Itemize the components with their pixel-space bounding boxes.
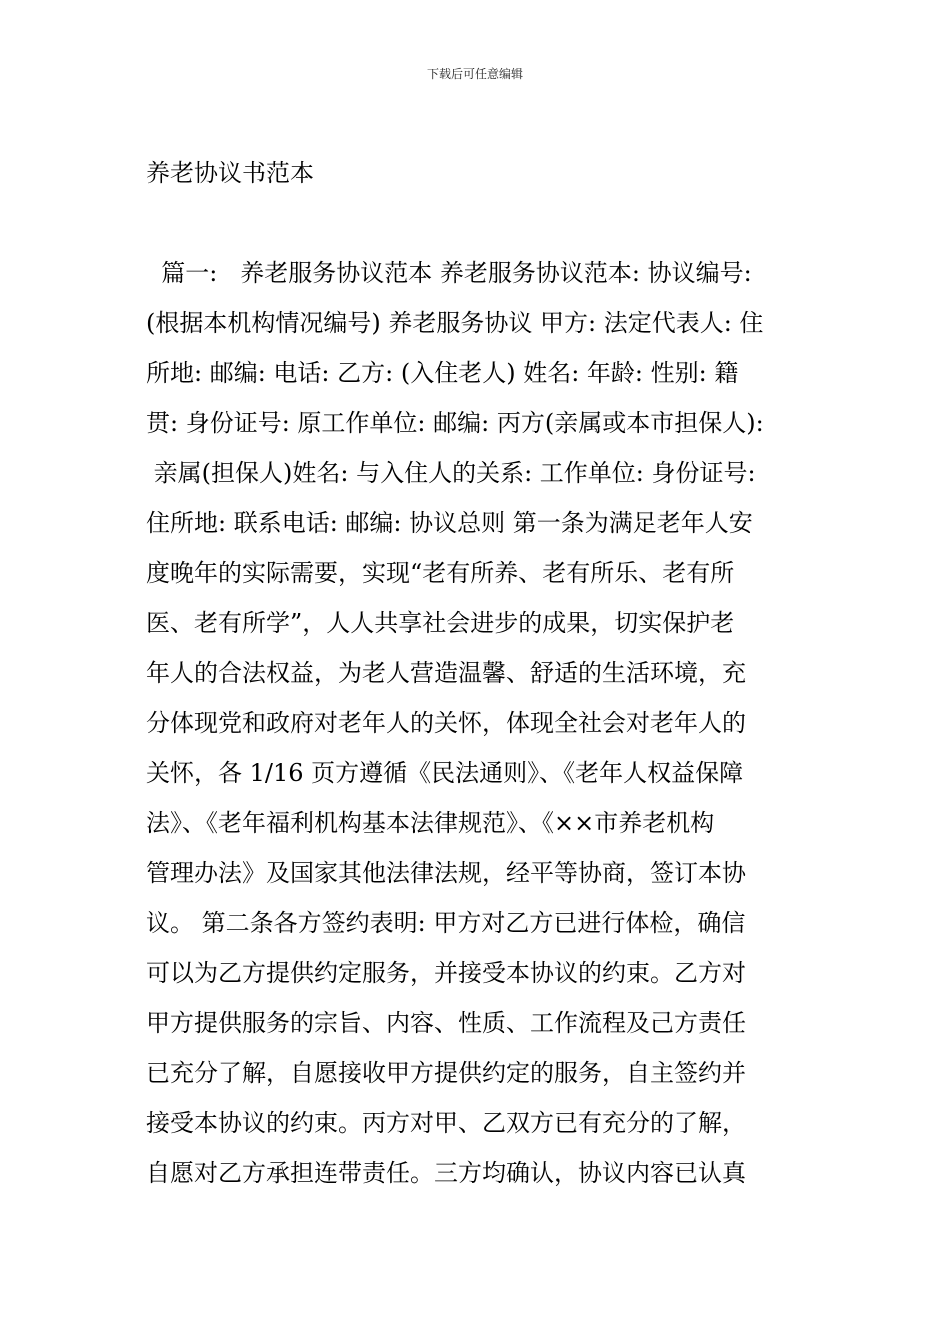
body-line: 管理办法》及国家其他法律法规，经平等协商，签订本协 xyxy=(146,859,746,887)
body-line: 所地: 邮编: 电话: 乙方: (入住老人) 姓名: 年龄: 性别: 籍 xyxy=(146,359,739,387)
body-line: 关怀，各 1/16 页方遵循《民法通则》、《老年人权益保障 xyxy=(146,759,744,787)
document-title: 养老协议书范本 xyxy=(146,159,314,187)
body-line: (根据本机构情况编号) 养老服务协议 甲方: 法定代表人: 住 xyxy=(146,309,764,337)
body-line: 接受本协议的约束。丙方对甲、乙双方已有充分的了解， xyxy=(146,1109,746,1137)
page-header: 下载后可任意编辑 xyxy=(426,67,523,81)
body-line: 年人的合法权益，为老人营造温馨、舒适的生活环境，充 xyxy=(146,659,746,687)
body-line: 分体现党和政府对老年人的关怀，体现全社会对老年人的 xyxy=(146,709,746,737)
body-line: 已充分了解，自愿接收甲方提供约定的服务，自主签约并 xyxy=(146,1059,746,1087)
body-line: 自愿对乙方承担连带责任。三方均确认，协议内容已认真 xyxy=(146,1159,746,1187)
body-line: 贯: 身份证号: 原工作单位: 邮编: 丙方(亲属或本市担保人): xyxy=(146,409,764,437)
body-line: 议。 第二条各方签约表明: 甲方对乙方已进行体检，确信 xyxy=(146,909,746,937)
body-line: 篇一: 养老服务协议范本 养老服务协议范本: 协议编号: xyxy=(146,259,752,287)
body-line: 度晚年的实际需要，实现“老有所养、老有所乐、老有所 xyxy=(146,559,735,587)
body-line: 住所地: 联系电话: 邮编: 协议总则 第一条为满足老年人安 xyxy=(146,509,753,537)
body-line: 甲方提供服务的宗旨、内容、性质、工作流程及己方责任 xyxy=(146,1009,746,1037)
body-line: 亲属(担保人)姓名: 与入住人的关系: 工作单位: 身份证号: xyxy=(146,459,756,487)
document-body xyxy=(146,253,816,1203)
body-line: 可以为乙方提供约定服务，并接受本协议的约束。乙方对 xyxy=(146,959,746,987)
body-line: 医、老有所学”，人人共享社会进步的成果，切实保护老 xyxy=(146,609,735,637)
body-line: 法》、《老年福利机构基本法律规范》、《××市养老机构 xyxy=(146,809,715,837)
